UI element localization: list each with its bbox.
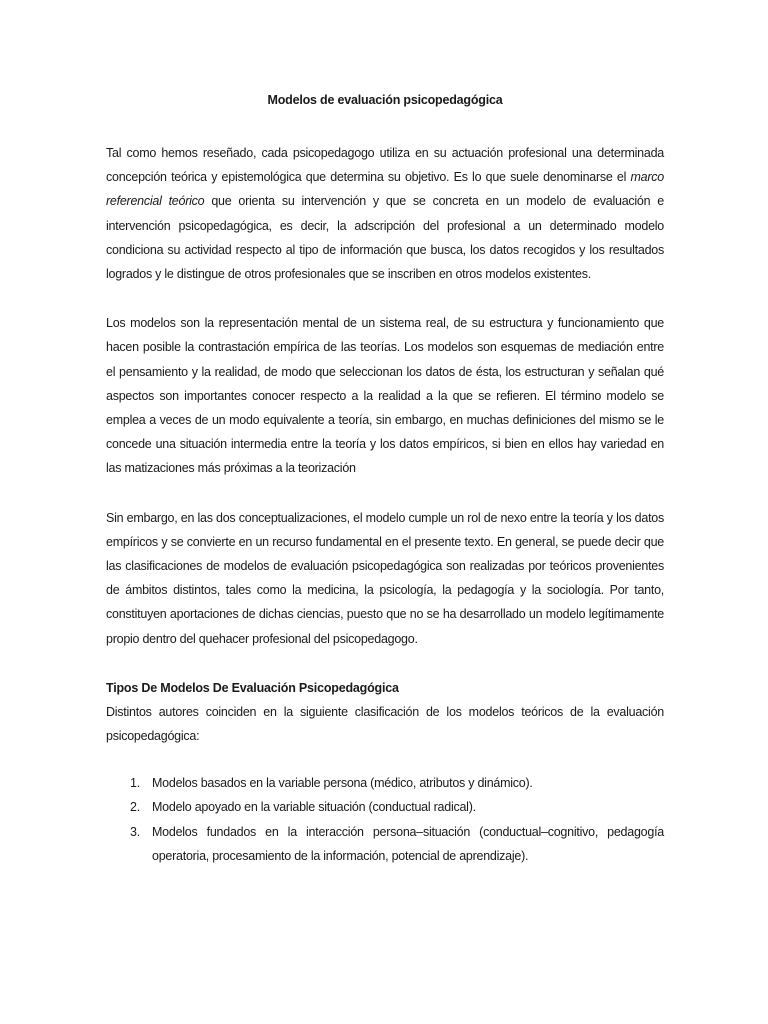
list-item-text: Modelos basados en la variable persona (médico, atributos y dinámico). bbox=[152, 776, 533, 791]
model-types-list bbox=[106, 771, 664, 868]
list-item bbox=[106, 820, 664, 868]
document-title: Modelos de evaluación psicopedagógica bbox=[267, 93, 503, 107]
paragraph-2: Los modelos son la representación mental de un sistema real, de su estructura y funcionamiento que hacen posible la contrastación empírica de las teorías. Los modelos son esquemas de mediación entre el pensamiento y la realidad, de modo que seleccionan los datos de ésta, los estructuran y señalan qué aspectos son importantes conocer respecto a la realidad a la que se refieren. El término modelo se emplea a veces de un modo equivalente a teoría, sin embargo, en muchas definiciones del mismo se le concede una situación intermedia entre la teoría y los datos empíricos, si bien en ellos hay variedad en las matizaciones más próximas a la teorización bbox=[106, 316, 664, 476]
list-item bbox=[106, 771, 664, 795]
list-item-number: 1. bbox=[130, 776, 140, 791]
list-item bbox=[106, 795, 664, 819]
section-intro: Distintos autores coinciden en la siguiente clasificación de los modelos teóricos de la evaluación psicopedagógica: bbox=[106, 704, 664, 744]
list-item-number: 2. bbox=[130, 800, 140, 815]
paragraph-1 bbox=[106, 141, 664, 286]
paragraph-1-text-start: Tal como hemos reseñado, cada psicopedagogo utiliza en su actuación profesional una determinada concepción teórica y epistemológica que determina su objetivo. Es lo que suele denominarse el bbox=[106, 146, 664, 185]
paragraph-1-emphasis: marco referencial teórico bbox=[106, 170, 664, 209]
section-heading: Tipos De Modelos De Evaluación Psicopedagógica bbox=[106, 680, 399, 695]
list-item-number: 3. bbox=[130, 824, 140, 839]
list-item-text: Modelos fundados en la interacción persona–situación (conductual–cognitivo, pedagogía operatoria, procesamiento de la información, potencial de aprendizaje). bbox=[152, 824, 664, 863]
paragraph-1-text-end: que orienta su intervención y que se concreta en un modelo de evaluación e intervención psicopedagógica, es decir, la adscripción del profesional a un determinado modelo condiciona su actividad respecto al tipo de información que busca, los datos recogidos y los resultados logrados y le distingue de otros profesionales que se inscriben en otros modelos existentes. bbox=[106, 194, 664, 282]
paragraph-3: Sin embargo, en las dos conceptualizaciones, el modelo cumple un rol de nexo entre la teoría y los datos empíricos y se convierte en un recurso fundamental en el presente texto. En general, se puede decir que las clasificaciones de modelos de evaluación psicopedagógica son realizadas por teóricos provenientes de ámbitos distintos, tales como la medicina, la psicología, la pedagogía y la sociología. Por tanto, constituyen aportaciones de dichas ciencias, puesto que no se ha desarrollado un modelo legítimamente propio dentro del quehacer profesional del psicopedagogo. bbox=[106, 510, 664, 646]
list-item-text: Modelo apoyado en la variable situación (conductual radical). bbox=[152, 800, 476, 815]
